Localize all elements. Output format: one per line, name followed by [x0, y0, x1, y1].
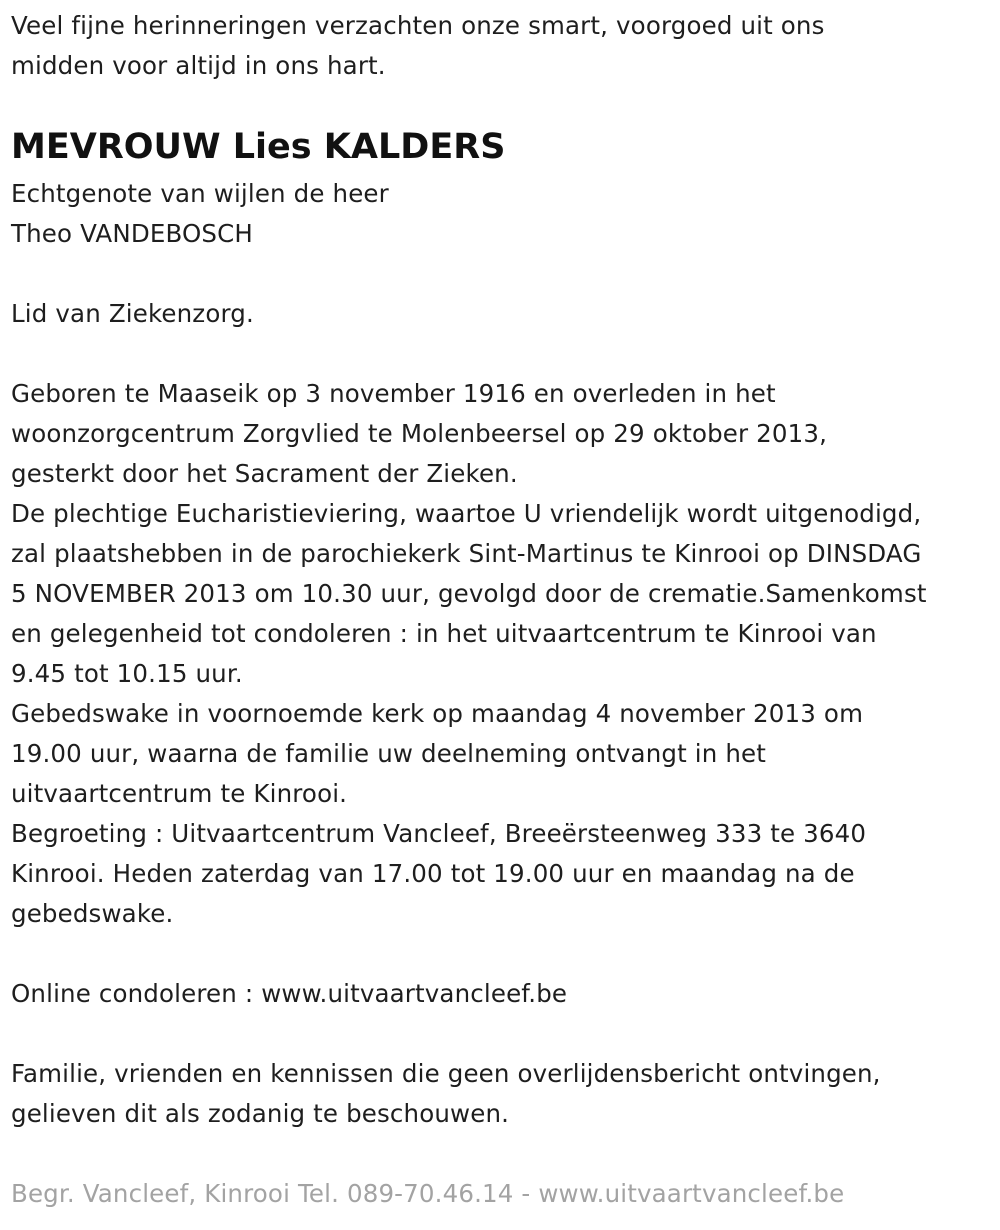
spouse-line: Echtgenote van wijlen de heer: [11, 179, 389, 208]
intro-line: Veel fijne herinneringen verzachten onze smart, voorgoed uit ons: [11, 11, 825, 40]
details-line: en gelegenheid tot condoleren : in het uitvaartcentrum te Kinrooi van: [11, 619, 877, 648]
details-line: gebedswake.: [11, 899, 174, 928]
details-line: Geboren te Maaseik op 3 november 1916 en overleden in het: [11, 379, 776, 408]
details-line: 9.45 tot 10.15 uur.: [11, 659, 243, 688]
online-condolences-text: Online condoleren : www.uitvaartvancleef.be: [11, 979, 568, 1008]
deceased-name: MEVROUW Lies KALDERS: [11, 127, 506, 167]
family-notice-line: Familie, vrienden en kennissen die geen overlijdensbericht ontvingen,: [11, 1059, 881, 1088]
intro-line: midden voor altijd in ons hart.: [11, 51, 386, 80]
details-line: gesterkt door het Sacrament der Zieken.: [11, 459, 518, 488]
membership-text: Lid van Ziekenzorg.: [11, 299, 254, 328]
details-line: Begroeting : Uitvaartcentrum Vancleef, Breeërsteenweg 333 te 3640: [11, 819, 867, 848]
details-line: 5 NOVEMBER 2013 om 10.30 uur, gevolgd door de crematie.Samenkomst: [11, 579, 927, 608]
family-notice-line: gelieven dit als zodanig te beschouwen.: [11, 1099, 510, 1128]
details-line: 19.00 uur, waarna de familie uw deelneming ontvangt in het: [11, 739, 767, 768]
details-line: Gebedswake in voornoemde kerk op maandag 4 november 2013 om: [11, 699, 864, 728]
details-line: woonzorgcentrum Zorgvlied te Molenbeersel op 29 oktober 2013,: [11, 419, 828, 448]
spouse-info: [11, 174, 389, 254]
family-notice: [11, 1054, 881, 1134]
membership: [11, 294, 254, 334]
footer-credit: [11, 1174, 844, 1214]
details-line: zal plaatshebben in de parochiekerk Sint-Martinus te Kinrooi op DINSDAG: [11, 539, 922, 568]
details-line: De plechtige Eucharistieviering, waartoe U vriendelijk wordt uitgenodigd,: [11, 499, 922, 528]
online-condolences: [11, 974, 567, 1014]
spouse-line: Theo VANDEBOSCH: [11, 219, 253, 248]
intro-verse: [11, 6, 825, 86]
details-line: Kinrooi. Heden zaterdag van 17.00 tot 19.00 uur en maandag na de: [11, 859, 855, 888]
funeral-details: [11, 374, 927, 934]
footer-text: Begr. Vancleef, Kinrooi Tel. 089-70.46.14 - www.uitvaartvancleef.be: [11, 1179, 845, 1208]
details-line: uitvaartcentrum te Kinrooi.: [11, 779, 348, 808]
